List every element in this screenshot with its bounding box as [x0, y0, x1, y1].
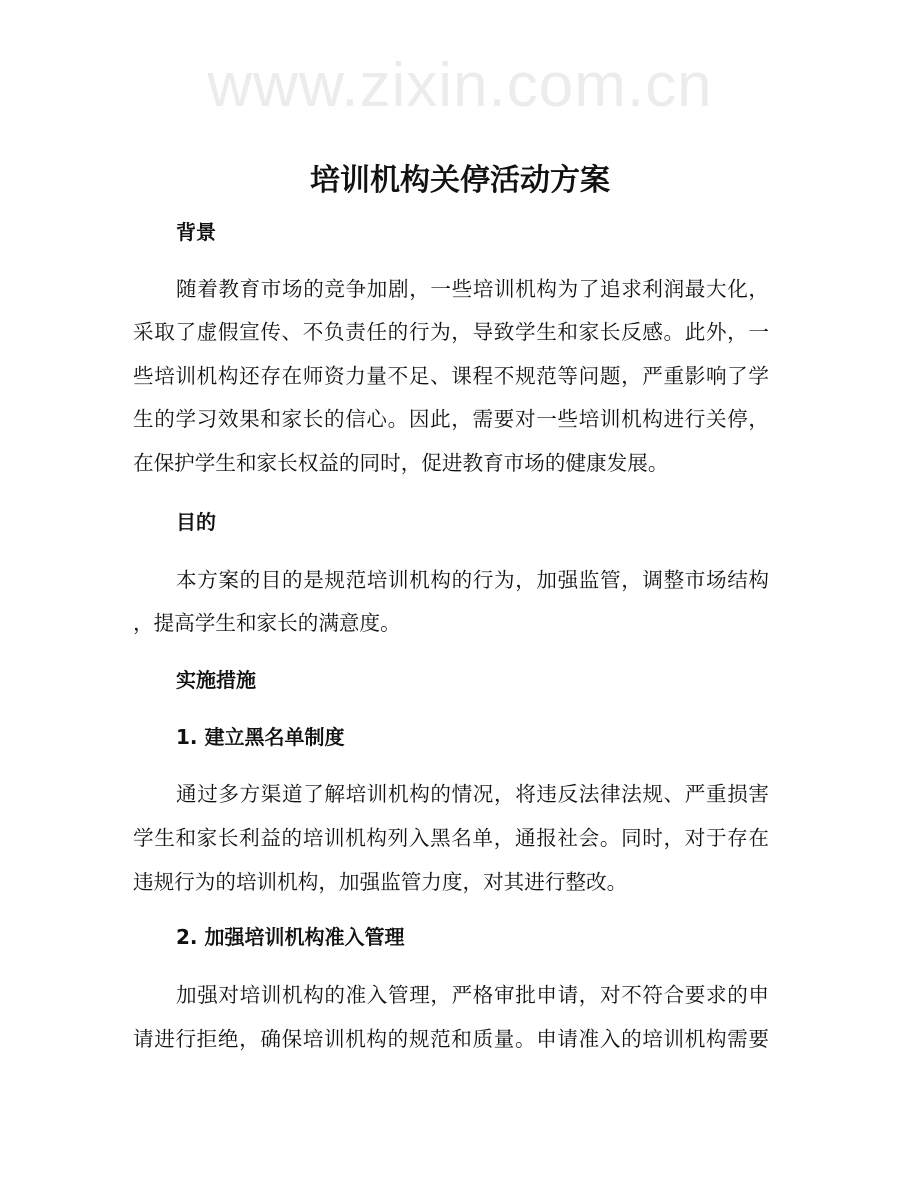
- paragraph-line: 些培训机构还存在师资力量不足、课程不规范等问题，严重影响了学: [133, 364, 769, 388]
- paragraph-line: 违规行为的培训机构，加强监管力度，对其进行整改。: [133, 870, 628, 894]
- heading-access-management: 2. 加强培训机构准入管理: [176, 925, 405, 949]
- paragraph-line: ，提高学生和家长的满意度。: [133, 611, 401, 635]
- paragraph-line: 学生和家长利益的培训机构列入黑名单，通报社会。同时，对于存在: [133, 826, 769, 850]
- paragraph-line: 本方案的目的是规范培训机构的行为，加强监管，调整市场结构: [176, 568, 769, 592]
- paragraph-line: 生的学习效果和家长的信心。因此，需要对一些培训机构进行关停，: [133, 407, 769, 431]
- paragraph-line: 通过多方渠道了解培训机构的情况，将违反法律法规、严重损害: [176, 782, 769, 806]
- heading-measures: 实施措施: [176, 668, 256, 692]
- paragraph-line: 在保护学生和家长权益的同时，促进教育市场的健康发展。: [133, 451, 669, 475]
- paragraph-line: 加强对培训机构的准入管理，严格审批申请，对不符合要求的申: [176, 983, 769, 1007]
- heading-blacklist: 1. 建立黑名单制度: [176, 725, 345, 749]
- paragraph-line: 随着教育市场的竞争加剧，一些培训机构为了追求利润最大化，: [176, 277, 769, 301]
- paragraph-line: 请进行拒绝，确保培训机构的规范和质量。申请准入的培训机构需要: [133, 1027, 769, 1051]
- paragraph-line: 采取了虚假宣传、不负责任的行为，导致学生和家长反感。此外，一: [133, 320, 769, 344]
- document-title: 培训机构关停活动方案: [310, 163, 610, 198]
- heading-background: 背景: [176, 220, 216, 244]
- watermark: www.zixin.com.cn: [207, 51, 713, 120]
- heading-purpose: 目的: [176, 510, 216, 534]
